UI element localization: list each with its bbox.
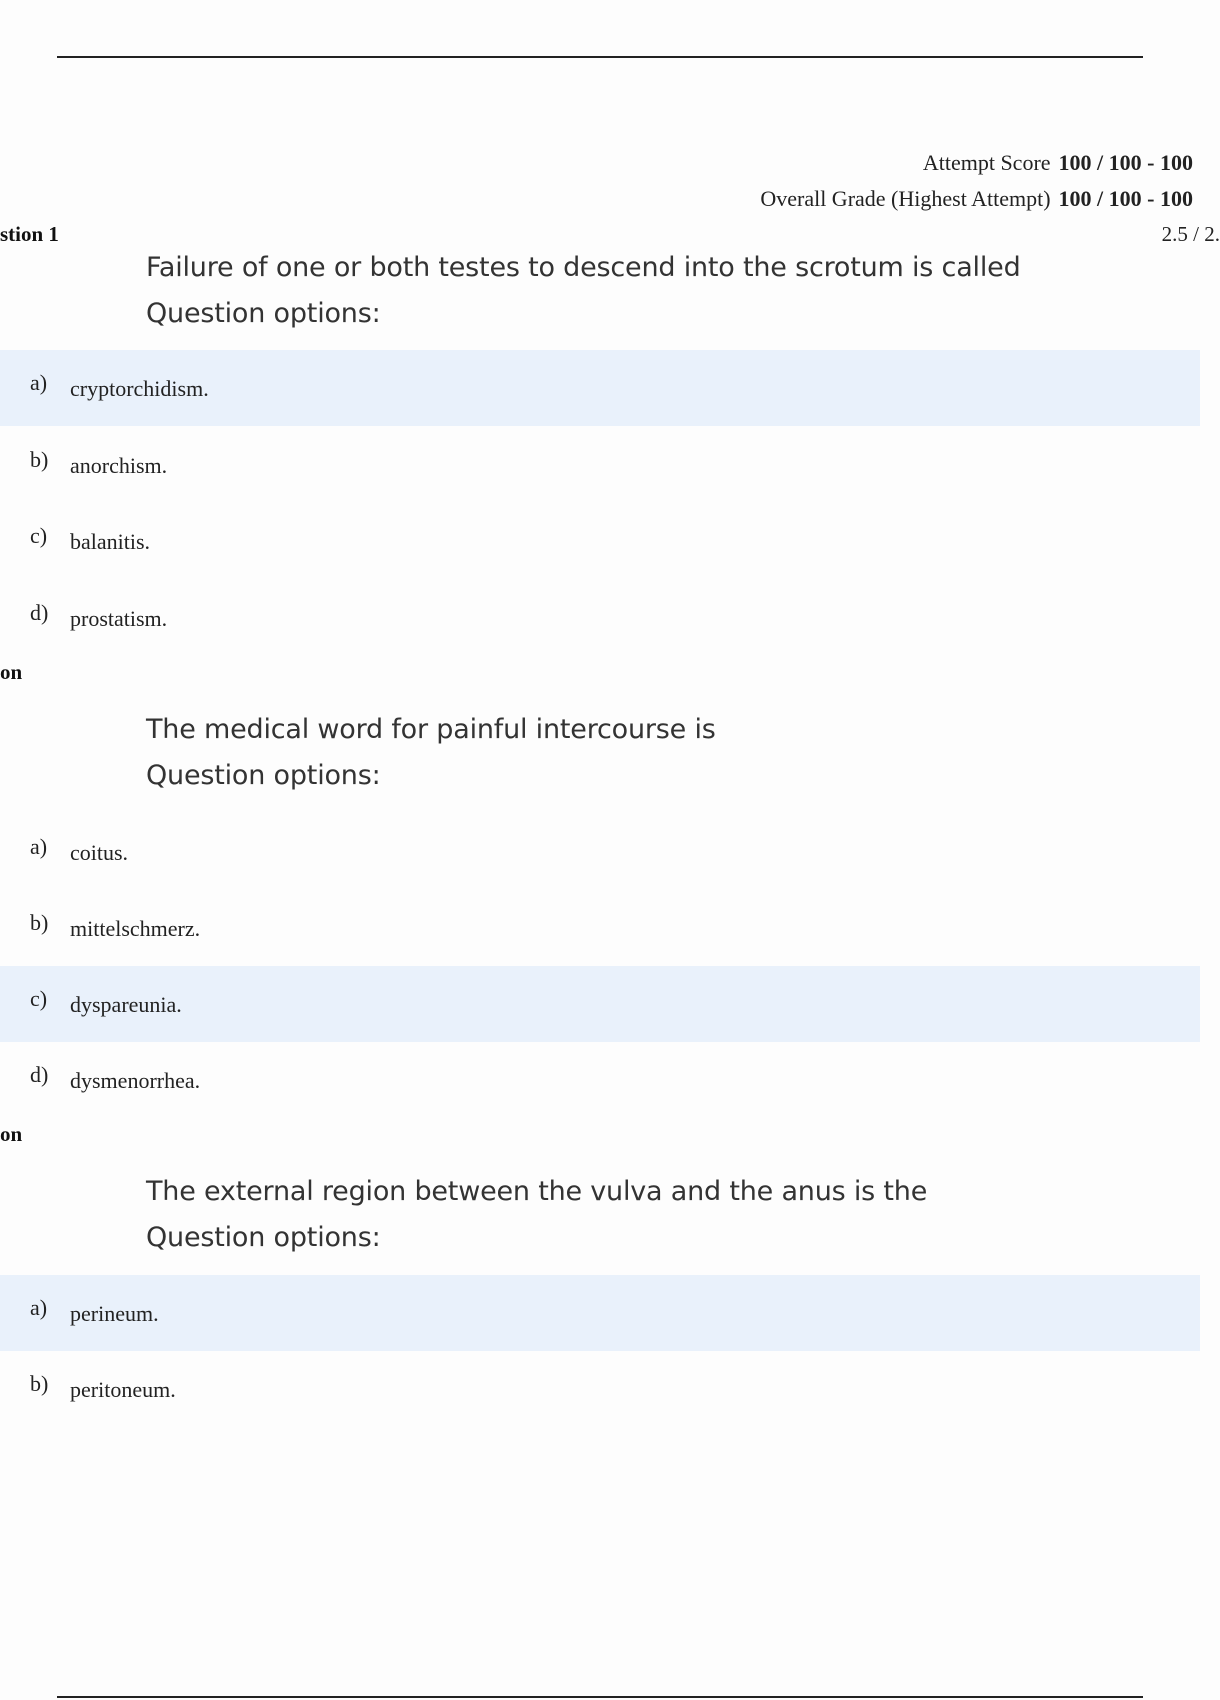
option-text: prostatism. xyxy=(70,606,168,631)
question-3-text: The external region between the vulva and the anus is the xyxy=(146,1176,928,1207)
question-2-option-b[interactable] xyxy=(0,890,1200,966)
question-1-option-b[interactable] xyxy=(0,427,1200,503)
option-text: coitus. xyxy=(70,840,129,865)
option-text: peritoneum. xyxy=(70,1377,176,1402)
option-letter: d) xyxy=(30,600,49,625)
option-text: perineum. xyxy=(70,1301,159,1326)
overall-grade-value: 100 / 100 - 100 xyxy=(1058,186,1193,211)
option-letter: c) xyxy=(30,986,48,1011)
option-letter: a) xyxy=(30,370,48,395)
attempt-score-value: 100 / 100 - 100 xyxy=(1058,150,1193,175)
question-1-option-d[interactable] xyxy=(0,580,1200,656)
question-1-option-a[interactable] xyxy=(0,350,1200,426)
option-text: mittelschmerz. xyxy=(70,916,201,941)
overall-grade xyxy=(760,186,1193,212)
question-3-options-label: Question options: xyxy=(146,1222,381,1253)
overall-grade-label: Overall Grade (Highest Attempt) xyxy=(760,186,1051,211)
question-2-option-a[interactable] xyxy=(0,814,1200,890)
question-1-option-c[interactable] xyxy=(0,503,1200,579)
option-letter: d) xyxy=(30,1062,49,1087)
question-2-header: on xyxy=(0,660,23,684)
bottom-divider xyxy=(57,1696,1143,1698)
option-letter: b) xyxy=(30,1371,49,1396)
question-2-option-c[interactable] xyxy=(0,966,1200,1042)
question-2-option-d[interactable] xyxy=(0,1042,1200,1118)
attempt-score xyxy=(923,150,1193,176)
option-text: dyspareunia. xyxy=(70,992,182,1017)
option-letter: a) xyxy=(30,834,48,859)
question-2-text: The medical word for painful intercourse is xyxy=(146,714,716,745)
question-3-option-a[interactable] xyxy=(0,1275,1200,1351)
option-text: dysmenorrhea. xyxy=(70,1068,201,1093)
question-3-header: on xyxy=(0,1122,23,1146)
question-2-options-label: Question options: xyxy=(146,760,381,791)
question-1-header: stion 1 xyxy=(0,222,59,246)
question-1-text: Failure of one or both testes to descend into the scrotum is called xyxy=(146,252,1021,283)
top-divider xyxy=(57,56,1143,58)
option-text: anorchism. xyxy=(70,453,168,478)
question-1-points: 2.5 / 2. xyxy=(1161,222,1220,246)
question-1-options-label: Question options: xyxy=(146,298,381,329)
option-text: balanitis. xyxy=(70,529,151,554)
option-letter: b) xyxy=(30,447,49,472)
option-text: cryptorchidism. xyxy=(70,376,209,401)
attempt-score-label: Attempt Score xyxy=(922,150,1051,175)
question-3-option-b[interactable] xyxy=(0,1351,1200,1427)
option-letter: b) xyxy=(30,910,49,935)
option-letter: a) xyxy=(30,1295,48,1320)
option-letter: c) xyxy=(30,523,48,548)
